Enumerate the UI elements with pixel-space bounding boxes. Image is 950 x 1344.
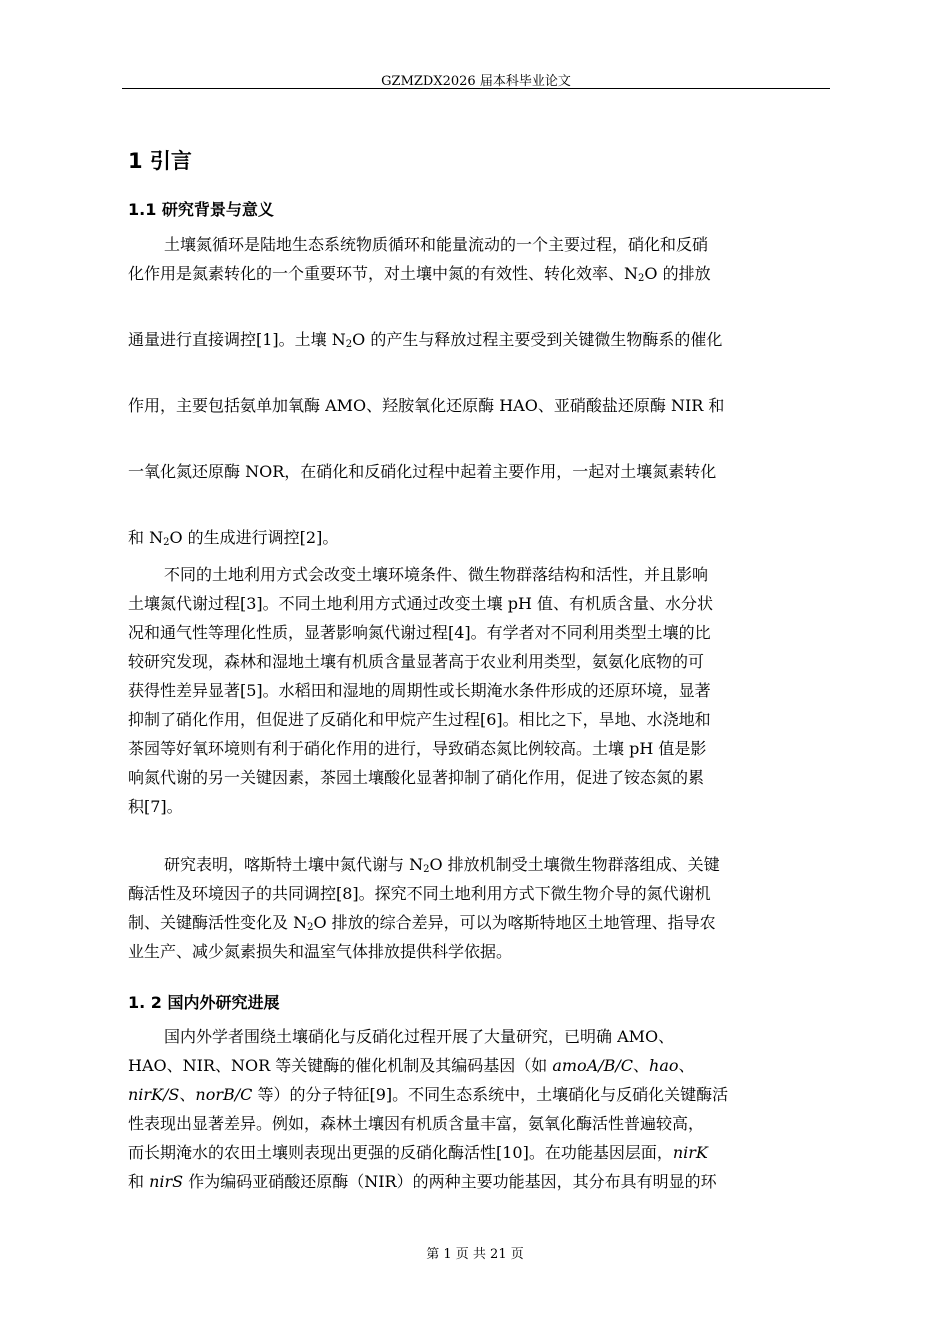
- text-line: 酶活性及环境因子的共同调控[8]。探究不同土地利用方式下微生物介导的氮代谢机: [128, 884, 711, 903]
- paragraph-background-2: [128, 560, 822, 821]
- paragraph-research-progress: [128, 1022, 822, 1196]
- text-line: 况和通气性等理化性质，显著影响氮代谢过程[4]。有学者对不同利用类型土壤的比: [128, 623, 711, 642]
- text-line: 不同的土地利用方式会改变土壤环境条件、微生物群落结构和活性，并且影响: [164, 565, 709, 584]
- text-line: 土壤氮代谢过程[3]。不同土地利用方式通过改变土壤 pH 值、有机质含量、水分状: [128, 594, 714, 613]
- text-line: 和 $N_2O$ 的生成进行调控[2]。: [128, 528, 339, 548]
- text-line: 获得性差异显著[5]。水稻田和湿地的周期性或长期淹水条件形成的还原环境，显著: [128, 681, 711, 700]
- text-line: 化作用是氮素转化的一个重要环节，对土壤中氮的有效性、转化效率、$N_2O$ 的排放: [128, 264, 711, 284]
- text-line: 较研究发现，森林和湿地土壤有机质含量显著高于农业利用类型，氨氨化底物的可: [128, 652, 705, 671]
- text-line: 通量进行直接调控[1]。土壤 $N_2O$ 的产生与释放过程主要受到关键微生物酶系的催化: [128, 330, 723, 350]
- text-line: 响氮代谢的另一关键因素，茶园土壤酸化显著抑制了硝化作用，促进了铵态氮的累: [128, 768, 705, 787]
- text-line: nirK/S、norB/C 等）的分子特征[9]。不同生态系统中，土壤硝化与反硝化关键酶活: [128, 1085, 729, 1104]
- page-header: GZMZDX2026 届本科毕业论文: [381, 74, 571, 89]
- header-rule: [122, 88, 830, 89]
- text-line: 茶园等好氧环境则有利于硝化作用的进行，导致硝态氮比例较高。土壤 pH 值是影: [128, 739, 707, 758]
- text-line: 国内外学者围绕土壤硝化与反硝化过程开展了大量研究，已明确 AMO、: [164, 1027, 675, 1046]
- chapter-title: 1 引言: [128, 149, 192, 173]
- text-line: 制、关键酶活性变化及 $N_2O$ 排放的综合差异，可以为喀斯特地区土地管理、指导农: [128, 913, 716, 933]
- text-line: 作用，主要包括氨单加氧酶 AMO、羟胺氧化还原酶 HAO、亚硝酸盐还原酶 NIR 和: [128, 396, 725, 415]
- text-line: 和 nirS 作为编码亚硝酸还原酶（NIR）的两种主要功能基因，其分布具有明显的环: [128, 1172, 717, 1191]
- text-line: 积[7]。: [128, 797, 183, 816]
- page-footer: 第 1 页 共 21 页: [426, 1247, 524, 1262]
- text-line: 研究表明，喀斯特土壤中氮代谢与 $N_2O$ 排放机制受土壤微生物群落组成、关键: [164, 855, 720, 875]
- text-line: HAO、NIR、NOR 等关键酶的催化机制及其编码基因（如 amoA/B/C、hao、: [128, 1056, 695, 1075]
- text-line: 而长期淹水的农田土壤则表现出更强的反硝化酶活性[10]。在功能基因层面，nirK: [128, 1143, 708, 1162]
- text-line: 业生产、减少氮素损失和温室气体排放提供科学依据。: [128, 942, 513, 961]
- text-line: 土壤氮循环是陆地生态系统物质循环和能量流动的一个主要过程，硝化和反硝: [164, 235, 709, 254]
- text-line: 性表现出显著差异。例如，森林土壤因有机质含量丰富，氨氧化酶活性普遍较高，: [128, 1114, 705, 1133]
- paragraph-background-3: [128, 850, 822, 966]
- text-line: 抑制了硝化作用，但促进了反硝化和甲烷产生过程[6]。相比之下，旱地、水浇地和: [128, 710, 711, 729]
- section-title-1-1: 1.1 研究背景与意义: [128, 200, 274, 219]
- section-title-1-2: 1. 2 国内外研究进展: [128, 993, 280, 1012]
- paragraph-background-1: [128, 230, 822, 552]
- text-line: 一氧化氮还原酶 NOR，在硝化和反硝化过程中起着主要作用，一起对土壤氮素转化: [128, 462, 717, 481]
